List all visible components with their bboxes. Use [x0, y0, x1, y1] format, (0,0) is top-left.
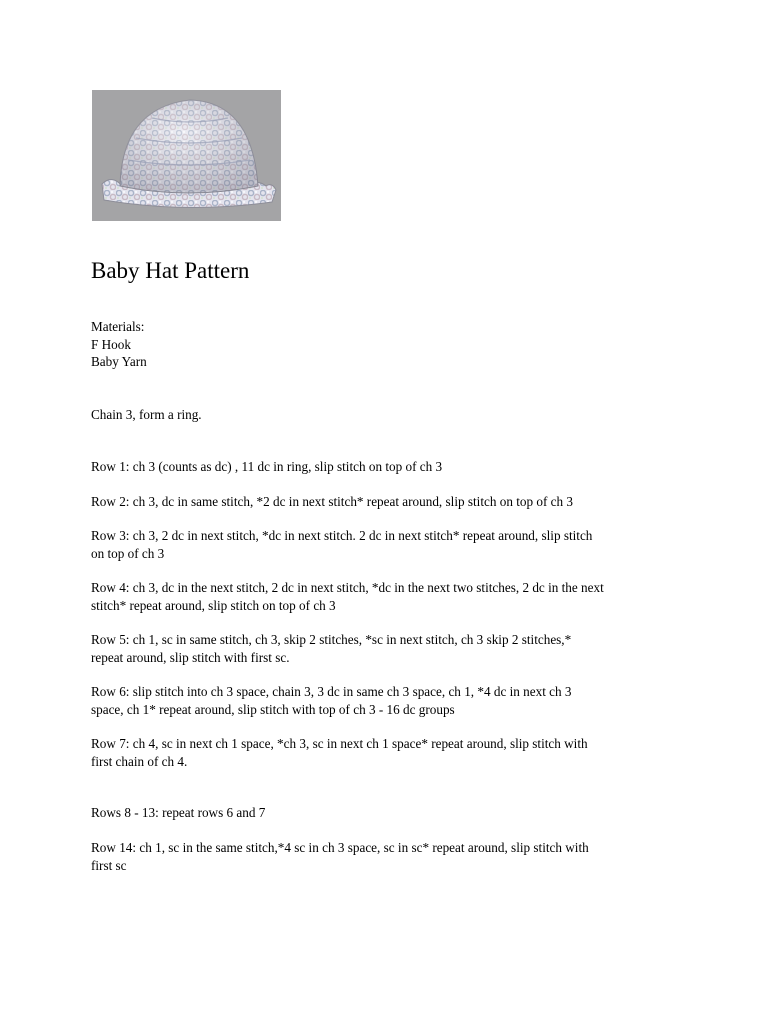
row-text-line: Row 3: ch 3, 2 dc in next stitch, *dc in next stitch. 2 dc in next stitch* repeat around, slip stitch	[91, 528, 593, 543]
start-instruction	[91, 406, 681, 424]
material-item: F Hook	[91, 336, 131, 352]
row-text-line: repeat around, slip stitch with first sc.	[91, 649, 290, 665]
row-text-line: Row 1: ch 3 (counts as dc) , 11 dc in ring, slip stitch on top of ch 3	[91, 459, 443, 474]
row-instruction	[91, 683, 681, 718]
row-text-line: first sc	[91, 857, 127, 873]
row-text-line: Row 5: ch 1, sc in same stitch, ch 3, skip 2 stitches, *sc in next stitch, ch 3 skip 2 stitches,*	[91, 632, 572, 647]
start-instruction-text: Chain 3, form a ring.	[91, 407, 202, 422]
row-text-line: Rows 8 - 13: repeat rows 6 and 7	[91, 805, 266, 820]
row-instruction	[91, 631, 681, 666]
row-text-line: stitch* repeat around, slip stitch on top of ch 3	[91, 597, 336, 613]
hat-photo	[92, 90, 281, 221]
row-text-line: Row 2: ch 3, dc in same stitch, *2 dc in next stitch* repeat around, slip stitch on top of ch 3	[91, 494, 573, 509]
row-instruction	[91, 458, 681, 476]
materials-heading: Materials:	[91, 319, 145, 334]
row-instruction	[91, 493, 681, 511]
material-item: Baby Yarn	[91, 354, 147, 369]
page-title: Baby Hat Pattern	[91, 258, 250, 283]
row-text-line: Row 14: ch 1, sc in the same stitch,*4 sc in ch 3 space, sc in sc* repeat around, slip stitch with	[91, 840, 589, 855]
row-text-line: Row 7: ch 4, sc in next ch 1 space, *ch 3, sc in next ch 1 space* repeat around, slip stitch with	[91, 736, 588, 751]
row-text-line: space, ch 1* repeat around, slip stitch with top of ch 3 - 16 dc groups	[91, 701, 455, 717]
row-instruction	[91, 579, 681, 614]
row-text-line: first chain of ch 4.	[91, 753, 188, 769]
row-text-line: Row 6: slip stitch into ch 3 space, chain 3, 3 dc in same ch 3 space, ch 1, *4 dc in next ch 3	[91, 684, 572, 699]
row-instruction	[91, 527, 681, 562]
row-text-line: on top of ch 3	[91, 545, 165, 561]
row-instruction	[91, 839, 681, 874]
row-instruction	[91, 735, 681, 770]
row-instruction	[91, 804, 681, 822]
row-text-line: Row 4: ch 3, dc in the next stitch, 2 dc in next stitch, *dc in the next two stitches, 2 dc in the next	[91, 580, 604, 595]
materials-block	[91, 318, 681, 371]
